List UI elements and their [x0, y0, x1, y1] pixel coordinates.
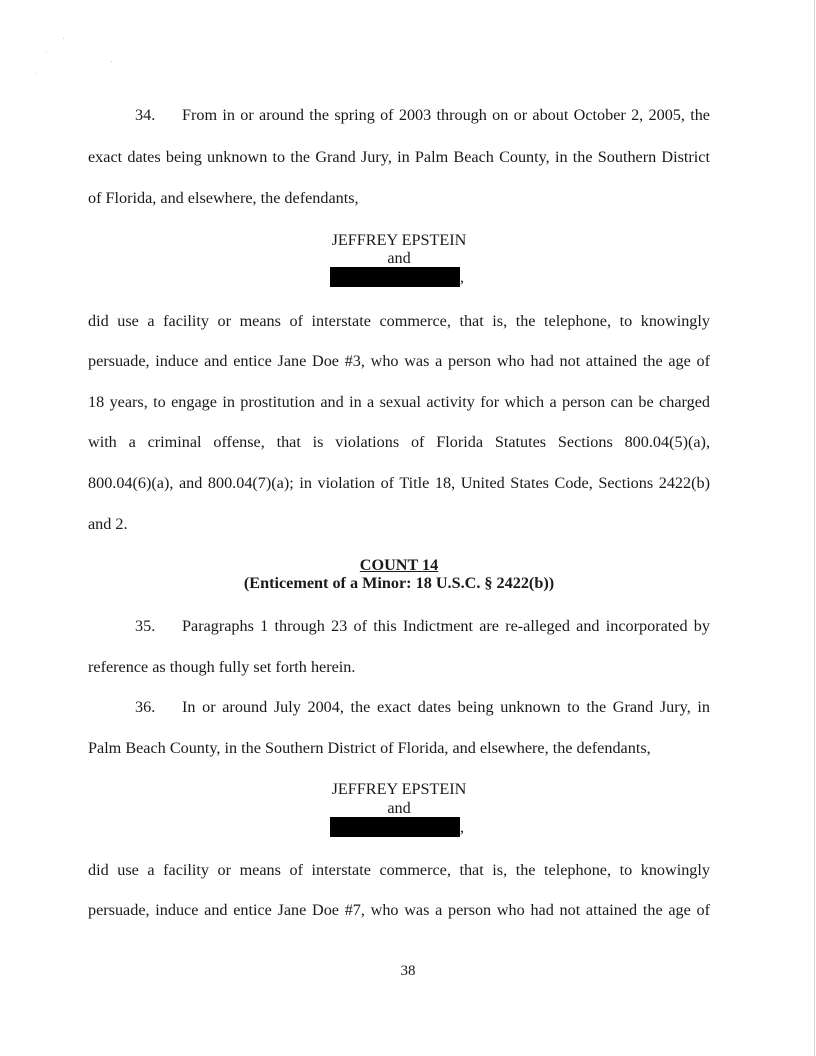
- paragraph-text: Paragraphs 1 through 23 of this Indictment are re-alleged and incorporated by: [182, 617, 710, 635]
- paragraph-34-first-line: [135, 105, 710, 125]
- redaction-bar: [330, 267, 460, 287]
- redaction-comma: ,: [460, 269, 464, 286]
- count-subtitle: (Enticement of a Minor: 18 U.S.C. § 2422(b)): [243, 574, 555, 592]
- charge-line: and 2.: [88, 515, 128, 533]
- defendant-name: JEFFREY EPSTEIN: [331, 780, 467, 798]
- paragraph-34-line: of Florida, and elsewhere, the defendants,: [88, 189, 359, 207]
- paragraph-number: 35.: [135, 617, 156, 635]
- defendant-conjunction: and: [387, 799, 411, 817]
- redacted-defendant: [330, 817, 464, 837]
- paragraph-36-first-line: [135, 697, 710, 717]
- paragraph-number: 34.: [135, 106, 156, 124]
- page-edge: [814, 0, 815, 1056]
- charge-line: did use a facility or means of interstate commerce, that is, the telephone, to knowingly: [88, 861, 710, 879]
- charge-line: did use a facility or means of interstate commerce, that is, the telephone, to knowingly: [88, 312, 710, 330]
- charge-line: with a criminal offense, that is violations of Florida Statutes Sections 800.04(5)(a),: [88, 433, 710, 451]
- charge-line: persuade, induce and entice Jane Doe #3, who was a person who had not attained the age of: [88, 352, 710, 370]
- redacted-defendant: [330, 267, 464, 287]
- paragraph-36-line: Palm Beach County, in the Southern District of Florida, and elsewhere, the defendants,: [88, 739, 651, 757]
- defendant-conjunction: and: [387, 249, 411, 267]
- charge-line: 800.04(6)(a), and 800.04(7)(a); in violation of Title 18, United States Code, Sections 2422(b): [88, 474, 710, 492]
- scan-speck: [46, 52, 47, 53]
- paragraph-text: In or around July 2004, the exact dates being unknown to the Grand Jury, in: [182, 698, 710, 716]
- paragraph-number: 36.: [135, 698, 156, 716]
- count-title: [88, 555, 710, 575]
- charge-line: 18 years, to engage in prostitution and in a sexual activity for which a person can be charged: [88, 393, 710, 411]
- redaction-comma: ,: [460, 819, 464, 836]
- scan-speck: [63, 38, 64, 39]
- scan-speck: [36, 73, 37, 74]
- page-number: 38: [400, 963, 416, 979]
- paragraph-35-first-line: [135, 616, 710, 636]
- paragraph-35-line: reference as though fully set forth herein.: [88, 658, 356, 676]
- paragraph-text: From in or around the spring of 2003 through on or about October 2, 2005, the: [182, 106, 710, 124]
- paragraph-34-line: exact dates being unknown to the Grand Jury, in Palm Beach County, in the Southern District: [88, 148, 710, 166]
- scan-speck: [111, 61, 112, 62]
- count-title-text: COUNT 14: [359, 556, 439, 574]
- charge-line: persuade, induce and entice Jane Doe #7, who was a person who had not attained the age of: [88, 901, 710, 919]
- defendant-name: JEFFREY EPSTEIN: [331, 231, 467, 249]
- redaction-bar: [330, 817, 460, 837]
